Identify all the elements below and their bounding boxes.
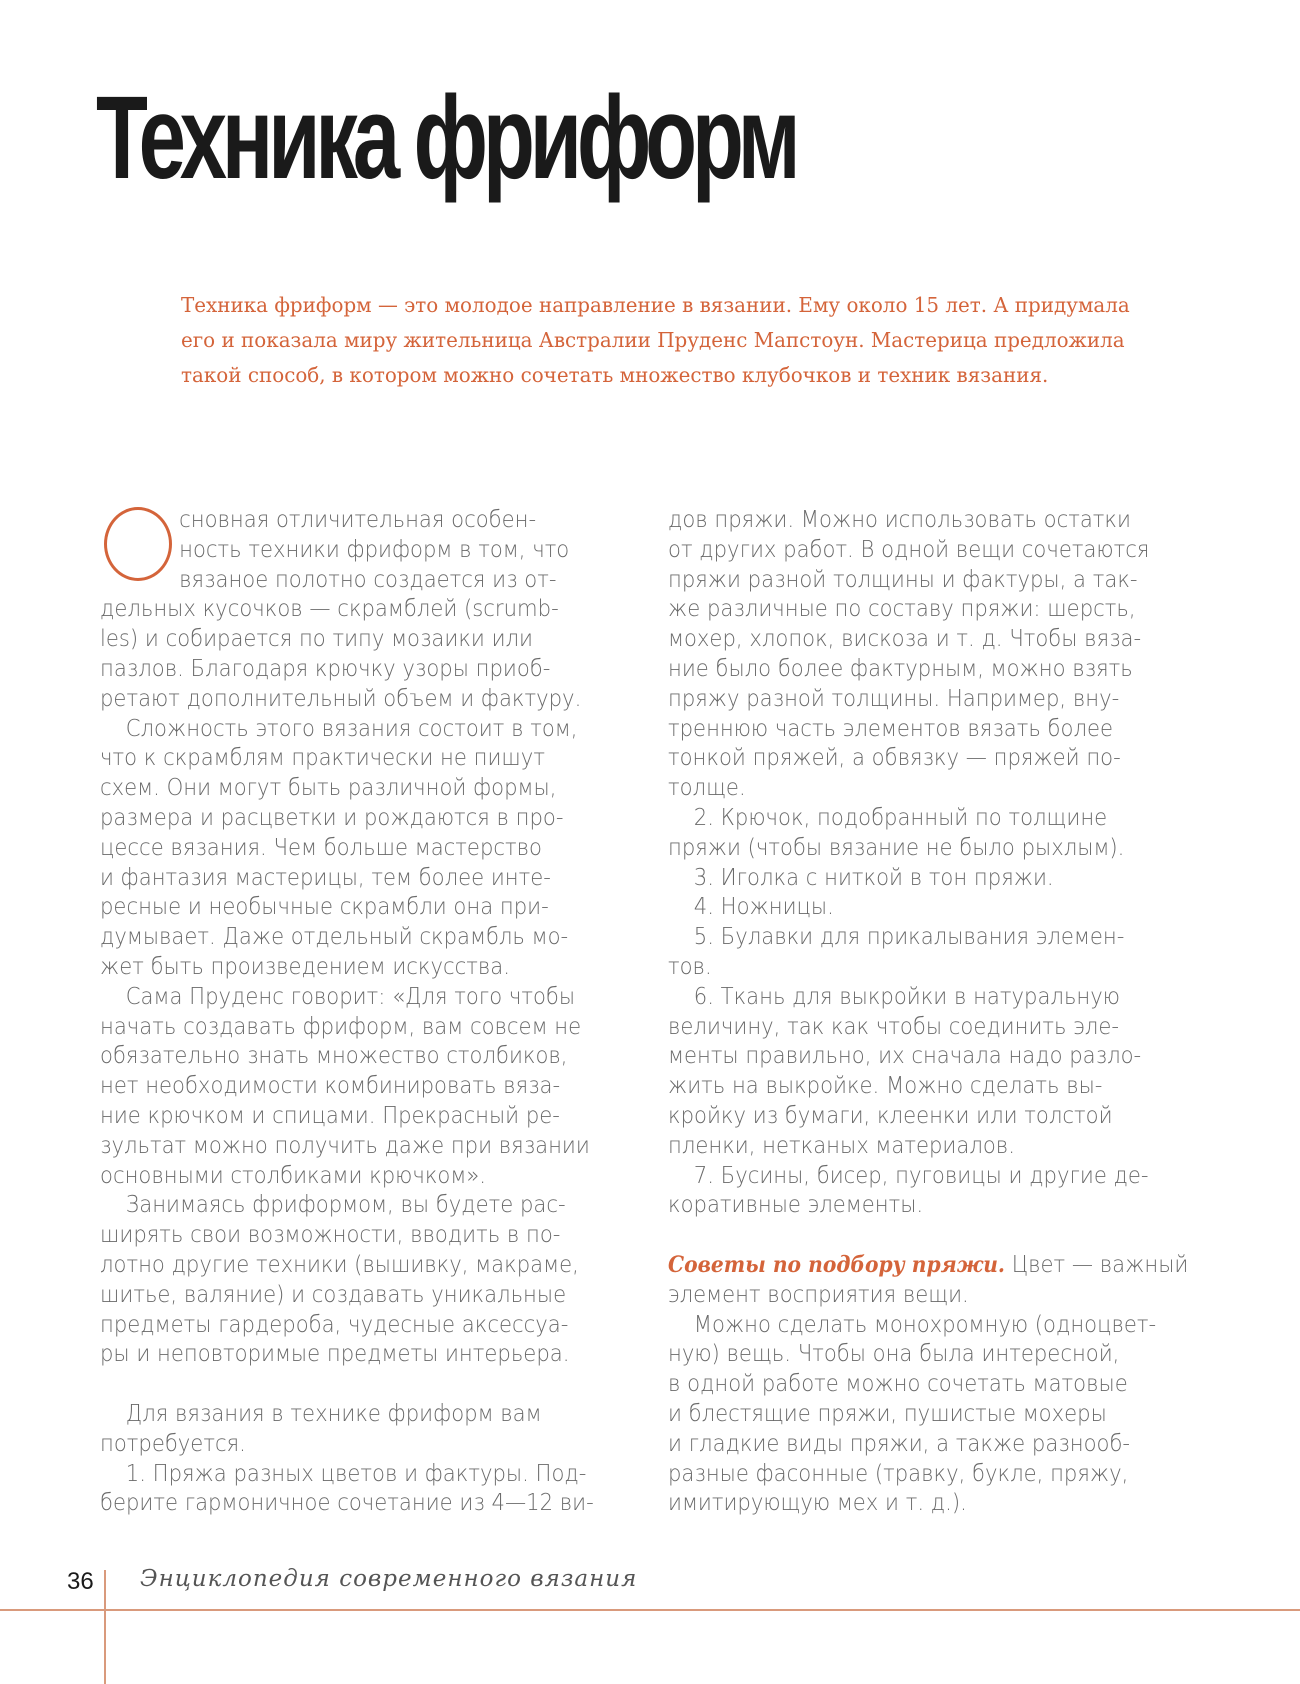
text-line: ние было более фактурным, можно взять [668, 655, 1133, 682]
text-line: толще. [668, 775, 746, 802]
text-line: ресные и необычные скрамбли она при- [100, 894, 549, 921]
list-item-4: 4. Ножницы. [693, 894, 834, 921]
text-line: и фантазия мастерицы, тем более инте- [100, 864, 551, 891]
tips-heading: Советы по подбору пряжи. [668, 1251, 1005, 1278]
lead-line: Техника фриформ — это молодое направление в вязании. Ему около 15 лет. А придумала [181, 293, 1130, 317]
list-item-3: 3. Иголка с ниткой в тон пряжи. [693, 864, 1054, 891]
text-line: коративные элементы. [668, 1192, 924, 1219]
text-line: разные фасонные (травку, букле, пряжу, [668, 1460, 1129, 1487]
tips-line [668, 1251, 1189, 1281]
text-line: начать создавать фриформ, вам совсем не [100, 1013, 582, 1040]
list-item-5: 5. Булавки для прикалывания элемен- [693, 924, 1125, 951]
text-line: берите гармоничное сочетание из 4—12 ви- [100, 1490, 594, 1517]
paragraph-gap [668, 1221, 1208, 1251]
footer-vertical-rule [104, 1570, 106, 1684]
text-line: лотно другие техники (вышивку, макраме, [100, 1251, 579, 1278]
text-line: жить на выкройке. Можно сделать вы- [668, 1073, 1103, 1100]
text-line: дов пряжи. Можно использовать остатки [668, 507, 1131, 533]
text-line: тов. [668, 953, 712, 980]
paragraph-gap [100, 1370, 630, 1400]
text-line: схем. Они могут быть различной формы, [100, 775, 557, 802]
book-title: Энциклопедия современного вязания [140, 1566, 638, 1592]
text-line: сновная отличительная особен- [179, 507, 537, 533]
text-line: потребуется. [100, 1430, 246, 1457]
lead-line: такой способ, в котором можно сочетать множество клубочков и техник вязания. [181, 363, 1049, 387]
text-line: нет необходимости комбинировать вяза- [100, 1073, 561, 1100]
text-line: же различные по составу пряжи: шерсть, [668, 596, 1136, 623]
text-line: кройку из бумаги, клеенки или толстой [668, 1102, 1113, 1129]
text-line: цессе вязания. Чем больше мастерство [100, 834, 542, 861]
text-line: пленки, нетканых материалов. [668, 1132, 1015, 1159]
text-line: размера и расцветки и рождаются в про- [100, 804, 564, 831]
text-line: думывает. Даже отдельный скрамбль мо- [100, 924, 569, 951]
left-column [100, 506, 630, 1519]
drop-cap-block [100, 506, 630, 595]
text-line: что к скрамблям практически не пишут [100, 745, 545, 772]
text-line: вязаное полотно создается из от- [179, 566, 557, 593]
text-line: менты правильно, их сначала надо разло- [668, 1043, 1142, 1070]
text-line: ность техники фриформ в том, что [179, 536, 570, 563]
text-line: предметы гардероба, чудесные аксессуа- [100, 1311, 569, 1338]
lead-line: его и показала миру жительница Австралии Пруденс Мапстоун. Мастерица предложила [181, 328, 1125, 352]
right-column [668, 506, 1208, 1519]
text-line: Для вязания в технике фриформ вам [125, 1400, 542, 1427]
text-line: Занимаясь фриформом, вы будете рас- [125, 1192, 566, 1219]
list-item-2: 2. Крючок, подобранный по толщине [693, 804, 1108, 831]
text-line: ретают дополнительный объем и фактуру. [100, 685, 582, 712]
text-line: пряжи разной толщины и фактуры, а так- [668, 566, 1138, 593]
page-number: 36 [67, 1568, 94, 1595]
tips-text: Цвет — важный [1004, 1251, 1189, 1278]
text-line: дельных кусочков — скрамблей (scrumb- [100, 596, 559, 623]
text-line: ние крючком и спицами. Прекрасный ре- [100, 1102, 560, 1129]
text-line: от других работ. В одной вещи сочетаются [668, 536, 1150, 563]
text-line: шитье, валяние) и создавать уникальные [100, 1281, 567, 1308]
list-item-1: 1. Пряжа разных цветов и фактуры. Под- [125, 1460, 587, 1487]
text-line: пазлов. Благодаря крючку узоры приоб- [100, 655, 551, 682]
text-line: обязательно знать множество столбиков, [100, 1043, 568, 1070]
text-line: Можно сделать монохромную (одноцвет- [693, 1311, 1157, 1338]
text-line: величину, так как чтобы соединить эле- [668, 1013, 1119, 1040]
text-line: жет быть произведением искусства. [100, 953, 510, 980]
text-line: les) и собирается по типу мозаики или [100, 626, 533, 653]
list-item-6: 6. Ткань для выкройки в натуральную [693, 983, 1120, 1010]
text-line: зультат можно получить даже при вязании [100, 1132, 590, 1159]
list-item-7: 7. Бусины, бисер, пуговицы и другие де- [693, 1162, 1149, 1189]
text-line: мохер, хлопок, вискоза и т. д. Чтобы вяза- [668, 626, 1142, 653]
text-line: основными столбиками крючком». [100, 1162, 487, 1189]
footer-horizontal-rule [0, 1609, 1300, 1611]
text-line: пряжи (чтобы вязание не было рыхлым). [668, 834, 1125, 861]
page-title: Техника фриформ [96, 72, 796, 204]
text-line: и гладкие виды пряжи, а также разнооб- [668, 1430, 1131, 1457]
text-line: тонкой пряжей, а обвязку — пряжей по- [668, 745, 1121, 772]
text-line: имитирующую мех и т. д.). [668, 1490, 967, 1517]
text-line: ную) вещь. Чтобы она была интересной, [668, 1341, 1120, 1368]
text-line: Сложность этого вязания состоит в том, [125, 715, 578, 742]
text-line: элемент восприятия вещи. [668, 1281, 969, 1308]
text-line: и блестящие пряжи, пушистые мохеры [668, 1400, 1107, 1427]
text-line: треннюю часть элементов вязать более [668, 715, 1114, 742]
text-line: пряжу разной толщины. Например, вну- [668, 685, 1120, 712]
lead-paragraph [181, 288, 1180, 393]
text-line: ширять свои возможности, вводить в по- [100, 1222, 561, 1249]
text-line: в одной работе можно сочетать матовые [668, 1371, 1128, 1398]
text-line: Сама Пруденс говорит: «Для того чтобы [125, 983, 576, 1010]
text-line: ры и неповторимые предметы интерьера. [100, 1341, 570, 1368]
